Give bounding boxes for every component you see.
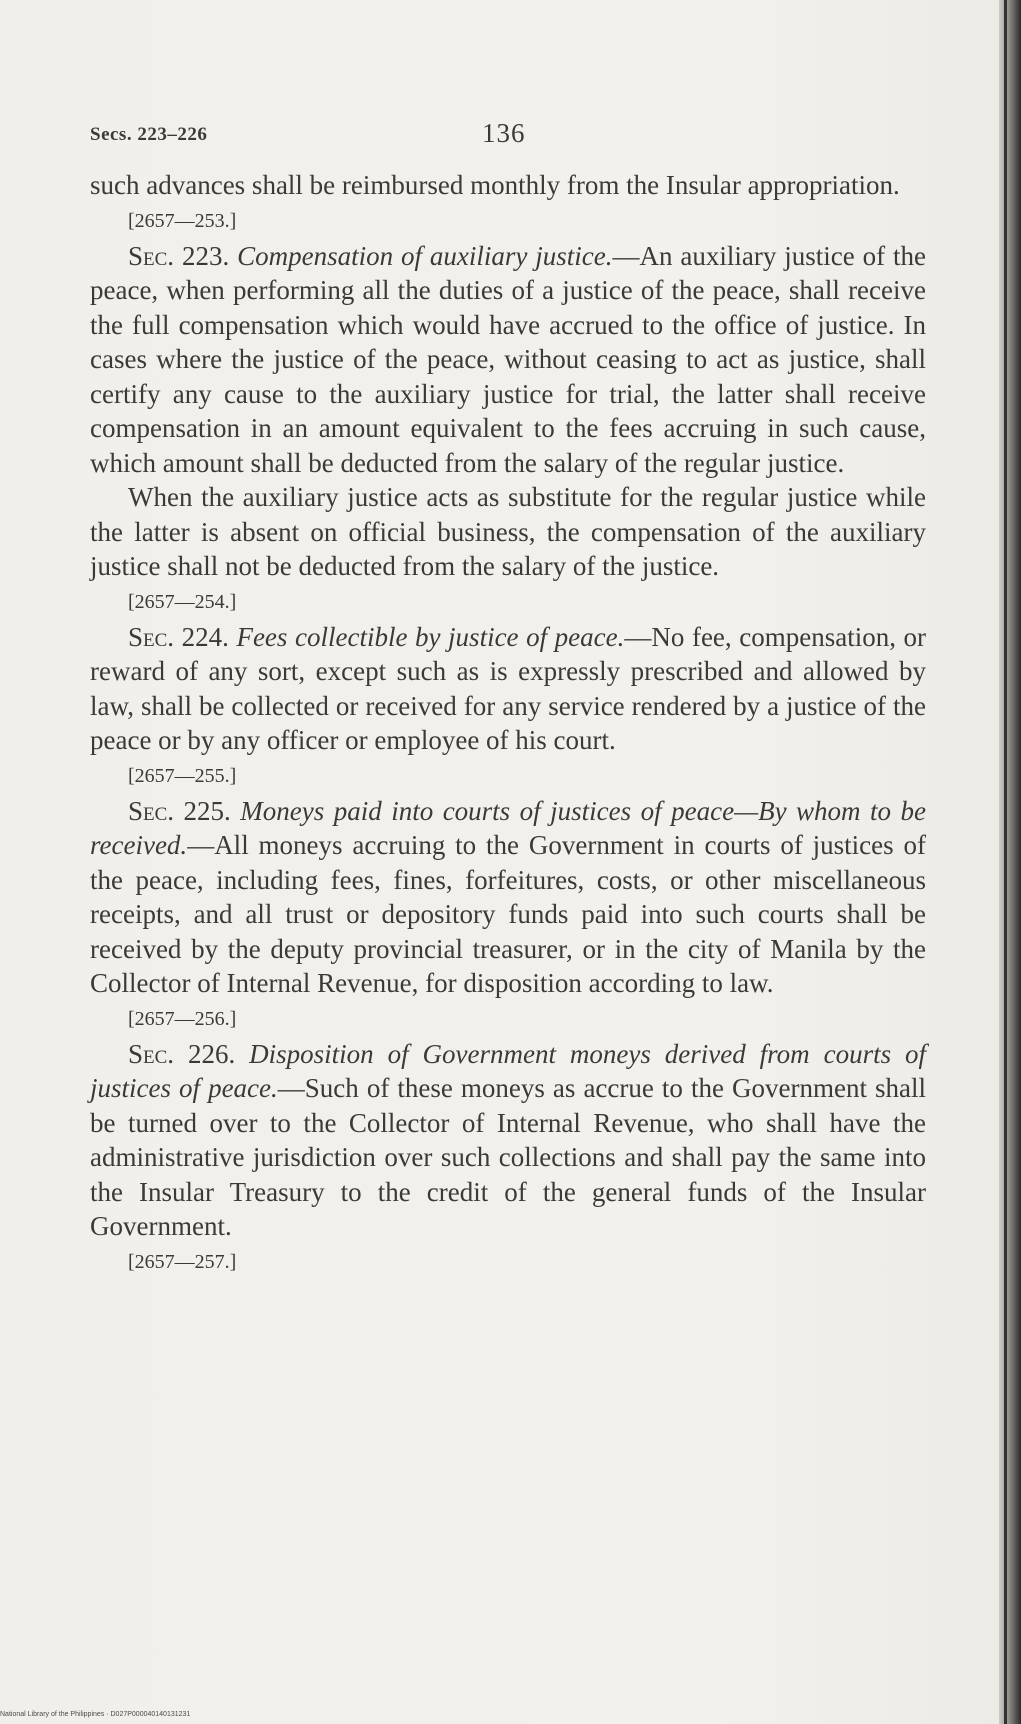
binding-edge-line <box>1004 0 1007 1724</box>
section-text: —All moneys accruing to the Government in courts of justices of the peace, including fees, fines, forfeitures, costs, or other miscellaneous receipts, and all trust or depository funds paid into such courts shall be received by the deputy provincial treasurer, or in the city of Manila by the Collector of Internal Revenue, for disposition according to law. <box>90 830 926 998</box>
archive-stamp: National Library of the Philippines · D027P000040140131231 <box>0 1711 191 1718</box>
body-paragraph: such advances shall be reimbursed monthly from the Insular appropriation. <box>90 170 900 200</box>
section-paragraph <box>90 1037 926 1244</box>
body-paragraph: When the auxiliary justice acts as substitute for the regular justice while the latter is absent on official business, the compensation of the auxiliary justice shall not be deducted from the salary of the justice. <box>90 482 926 581</box>
binding-gutter <box>999 0 1021 1724</box>
citation: [2657—255.] <box>128 764 237 787</box>
document-body <box>90 168 926 1280</box>
section-number: Sec. 226. <box>128 1038 236 1069</box>
section-number: Sec. 223. <box>128 240 230 271</box>
section-paragraph <box>90 620 926 758</box>
citation: [2657—253.] <box>128 209 237 232</box>
section-number: Sec. 224. <box>128 621 229 652</box>
section-paragraph <box>90 794 926 1001</box>
running-head <box>90 118 910 152</box>
section-range-header: Secs. 223–226 <box>90 124 208 145</box>
section-text: —An auxiliary justice of the peace, when performing all the duties of a justice of the peace, shall receive the full compensation which would have accrued to the office of justice. In cases where the justice of the peace, without ceasing to act as justice, shall certify any cause to the auxiliary justice for trial, the latter shall receive compensation in an amount equivalent to the fees accruing in such cause, which amount shall be deducted from the salary of the regular justice. <box>90 240 927 478</box>
citation: [2657—256.] <box>128 1007 237 1030</box>
citation: [2657—257.] <box>128 1250 237 1273</box>
section-text: —Such of these moneys as accrue to the Government shall be turned over to the Collector of Internal Revenue, who shall have the administrative jurisdiction over such collections and shall pay the same into the Insular Treasury to the credit of the general funds of the Insular Government. <box>90 1073 926 1241</box>
section-heading: Fees collectible by justice of peace. <box>236 621 625 652</box>
section-text: —No fee, compensation, or reward of any sort, except such as is expressly prescribed and allowed by law, shall be collected or received for any service rendered by a justice of the peace or by any officer or employee of his court. <box>90 621 927 755</box>
section-number: Sec. 225. <box>128 795 231 826</box>
citation: [2657—254.] <box>128 590 237 613</box>
section-paragraph <box>90 239 926 481</box>
page-number: 136 <box>482 118 526 148</box>
section-heading: Compensation of auxiliary justice. <box>237 240 613 271</box>
section-heading: Disposition of Government moneys derived from courts of justices of peace. <box>90 1038 927 1103</box>
section-heading: Moneys paid into courts of justices of peace—By whom to be received. <box>90 795 926 860</box>
